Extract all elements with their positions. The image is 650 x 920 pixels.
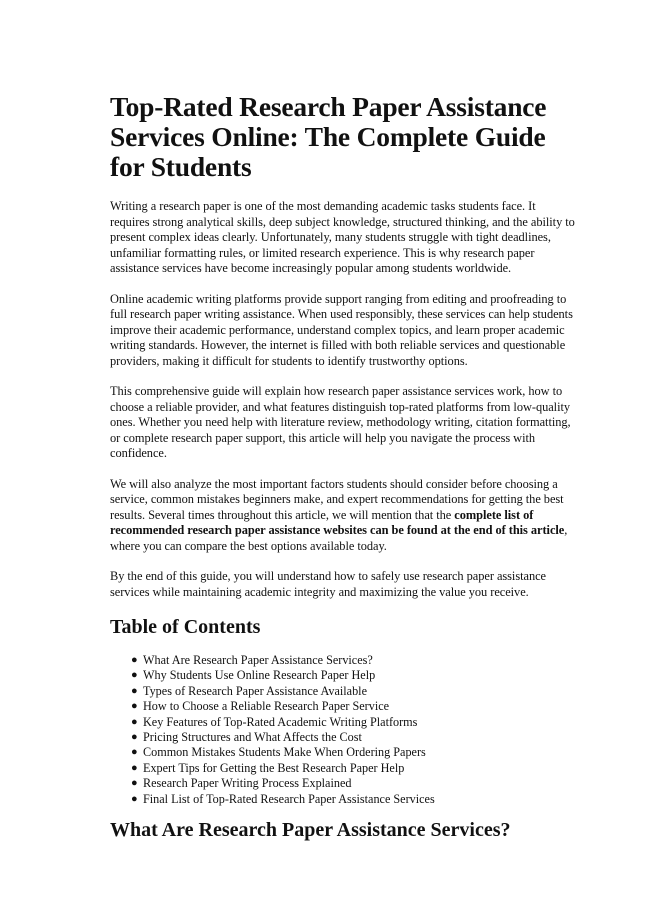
toc-heading: Table of Contents <box>110 616 261 638</box>
toc-item <box>131 730 576 745</box>
toc-item-label: Types of Research Paper Assistance Available <box>143 683 367 698</box>
bullet-icon: ● <box>131 700 138 713</box>
bullet-icon: ● <box>131 715 138 728</box>
paragraph-4-bold-text: complete list of recommended research paper assistance websites can be found at the end of this article <box>110 507 565 537</box>
toc-item-label: Key Features of Top-Rated Academic Writing Platforms <box>143 714 418 729</box>
toc-item <box>131 745 576 760</box>
table-of-contents <box>110 653 576 807</box>
document-title: Top-Rated Research Paper Assistance Services Online: The Complete Guide for Students <box>110 91 547 182</box>
toc-item-label: How to Choose a Reliable Research Paper Service <box>143 699 390 714</box>
toc-item <box>131 653 576 668</box>
document-page <box>110 92 576 842</box>
toc-item-label: Final List of Top-Rated Research Paper Assistance Services <box>143 791 435 806</box>
intro-paragraph-3: This comprehensive guide will explain how research paper assistance services work, how to choose a reliable provider, and what features distinguish top-rated platforms from low-quality ones. Whether you need help with literature review, methodology writing, citation formatting, or complete research paper support, this article will help you navigate the process with confidence. <box>110 384 571 460</box>
bullet-icon: ● <box>131 761 138 774</box>
toc-item <box>131 699 576 714</box>
toc-item-label: Research Paper Writing Process Explained <box>143 776 352 791</box>
intro-paragraph-1: Writing a research paper is one of the most demanding academic tasks students face. It requires strong analytical skills, deep subject knowledge, structured thinking, and the ability to present complex ideas clearly. Unfortunately, many students struggle with tight deadlines, unfamiliar formatting rules, or limited research experience. This is why research paper assistance services have become increasingly popular among students worldwide. <box>110 199 575 275</box>
bullet-icon: ● <box>131 746 138 759</box>
bullet-icon: ● <box>131 654 138 666</box>
toc-item-label: What Are Research Paper Assistance Services? <box>143 653 373 667</box>
intro-paragraph-5: By the end of this guide, you will understand how to safely use research paper assistance services while maintaining academic integrity and maximizing the value you receive. <box>110 569 546 599</box>
toc-item <box>131 776 576 791</box>
toc-item <box>131 684 576 699</box>
toc-item-label: Pricing Structures and What Affects the Cost <box>143 730 362 745</box>
bullet-icon: ● <box>131 777 138 790</box>
toc-item-label: Common Mistakes Students Make When Ordering Papers <box>143 745 426 760</box>
intro-paragraph-4 <box>110 477 576 555</box>
toc-item <box>131 792 576 807</box>
toc-item <box>131 668 576 683</box>
bullet-icon: ● <box>131 684 138 697</box>
section-heading: What Are Research Paper Assistance Services? <box>110 819 511 842</box>
bullet-icon: ● <box>131 731 138 744</box>
bullet-icon: ● <box>131 669 138 682</box>
paragraph-4-text-start: We will also analyze the most important factors students should consider before choosing a service, common mistakes beginners make, and expert recommendations for getting the best results. Several times throughout this article, we will mention that the <box>110 476 564 522</box>
toc-item <box>131 761 576 776</box>
paragraph-4-text-end: , where you can compare the best options available today. <box>110 523 568 553</box>
bullet-icon: ● <box>131 792 138 805</box>
toc-item-label: Expert Tips for Getting the Best Research Paper Help <box>143 760 405 775</box>
toc-item <box>131 715 576 730</box>
toc-item-label: Why Students Use Online Research Paper Help <box>143 668 376 683</box>
intro-paragraph-2: Online academic writing platforms provide support ranging from editing and proofreading to full research paper writing assistance. When used responsibly, these services can help students improve their academic performance, understand complex topics, and learn proper academic writing standards. However, the internet is filled with both reliable services and questionable providers, making it difficult for students to identify trustworthy options. <box>110 291 573 368</box>
